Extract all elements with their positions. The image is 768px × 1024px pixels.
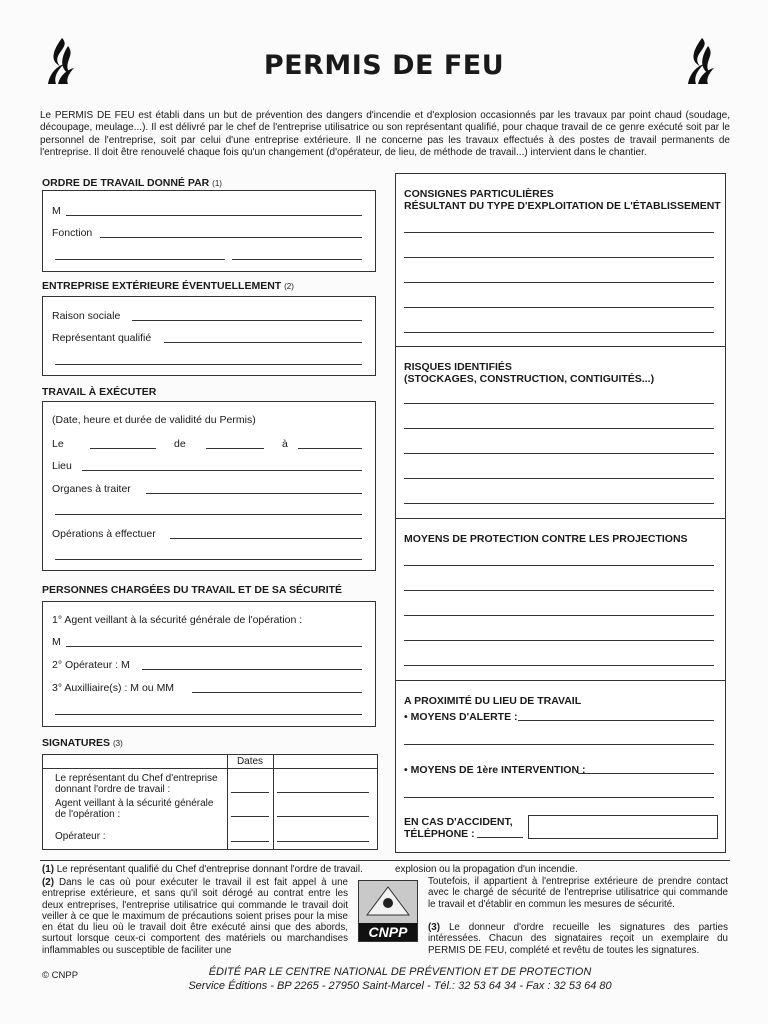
organes-field-2[interactable] <box>55 514 362 515</box>
entreprise-heading: ENTREPRISE EXTÉRIEURE ÉVENTUELLEMENT (2) <box>42 280 294 292</box>
copyright: © CNPP <box>42 970 79 981</box>
separator-1 <box>395 346 726 347</box>
consignes-line-3[interactable] <box>404 282 714 283</box>
cnpp-logo-text: CNPP <box>359 923 417 941</box>
proximite-heading: A PROXIMITÉ DU LIEU DE TRAVAIL <box>404 695 582 707</box>
projections-line-4[interactable] <box>404 640 714 641</box>
sig-signature-2[interactable] <box>277 816 369 817</box>
lieu-label: Lieu <box>52 460 72 472</box>
right-column-box <box>395 173 726 853</box>
heure-debut-field[interactable] <box>206 448 264 449</box>
moyens-projections-heading: MOYENS DE PROTECTION CONTRE LES PROJECTIONS <box>404 533 688 545</box>
projections-line-3[interactable] <box>404 615 714 616</box>
agent-field[interactable] <box>66 646 362 647</box>
risques-line-5[interactable] <box>404 503 714 504</box>
operations-label: Opérations à effectuer <box>52 528 156 540</box>
operateur-field[interactable] <box>142 669 362 670</box>
de-label: de <box>174 438 186 450</box>
agent-label: 1° Agent veillant à la sécurité générale de l'opération : <box>52 614 303 626</box>
ordre-fonction-field[interactable] <box>100 237 362 238</box>
consignes-line-4[interactable] <box>404 307 714 308</box>
agent-m-label: M <box>52 636 61 648</box>
risques-line-1[interactable] <box>404 403 714 404</box>
projections-line-5[interactable] <box>404 665 714 666</box>
ordre-fonction-label: Fonction <box>52 227 93 239</box>
footnote-2-right: Toutefois, il appartient à l'entreprise extérieure de prendre contact avec le chargé de sécurité de l'entreprise utilisatrice qui commande le travail et d'établir en commun les mesures de sécurité. <box>428 876 728 910</box>
validity-label: (Date, heure et durée de validité du Permis) <box>52 414 256 426</box>
sig-signature-3[interactable] <box>277 841 369 842</box>
signatures-heading: SIGNATURES (3) <box>42 737 123 749</box>
telephone-field[interactable] <box>528 815 718 839</box>
raison-sociale-field[interactable] <box>132 320 362 321</box>
footnote-3: (3) Le donneur d'ordre recueille les signatures des parties intéressées. Chacun des signataires reçoit un exemplaire du PERMIS DE FEU, complété et revêtu de toutes les signatures. <box>428 922 728 956</box>
consignes-heading: CONSIGNES PARTICULIÈRES RÉSULTANT DU TYPE D'EXPLOITATION DE L'ÉTABLISSEMENT <box>404 188 721 212</box>
risques-line-2[interactable] <box>404 428 714 429</box>
risques-line-4[interactable] <box>404 478 714 479</box>
risques-heading: RISQUES IDENTIFIÉS (STOCKAGES, CONSTRUCTION, CONTIGUITÉS...) <box>404 361 655 385</box>
ordre-extra-field-2[interactable] <box>232 259 362 260</box>
telephone-underline <box>477 837 523 838</box>
page-title: PERMIS DE FEU <box>263 50 505 81</box>
footnote-2: (2) Dans le cas où pour exécuter le travail il est fait appel à une entreprise extérieure, et sans qu'il soit dérogé au contrat entre les deux entreprises, l'entreprise utilisatrice qui commande le travail doit veiller à ce que le maximum de précautions soient prises pour la mise en état du lieu où le travail doit être exécuté ainsi que des abords, surtout lorsque ceux-ci comportent des matériels ou marchandises inflammables ou susceptible de faciliter une <box>42 877 348 956</box>
heure-fin-field[interactable] <box>298 448 362 449</box>
dates-header: Dates <box>236 756 264 767</box>
alerte-line-2[interactable] <box>404 744 714 745</box>
publisher-line-1: ÉDITÉ PAR LE CENTRE NATIONAL DE PRÉVENTION ET DE PROTECTION <box>208 966 592 978</box>
sig-row-agent: Agent veillant à la sécurité générale de l'opération : <box>55 798 214 820</box>
sig-row-operateur: Opérateur : <box>55 831 106 842</box>
operateur-label: 2° Opérateur : M <box>52 659 130 671</box>
intro-paragraph: Le PERMIS DE FEU est établi dans un but de prévention des dangers d'incendie et d'explosion occasionnés par les travaux par point chaud (soudage, découpage, meulage...). Il est délivré par le chef de l'entreprise utilisatrice ou son représentant qualifié, pour chaque travail de ce genre exécuté soit par le personnel de l'entreprise, soit par celui d'une entreprise extérieure. Il ne concerne pas les travaux effectués à des postes de travail permanents de l'entreprise. Il doit être renouvelé chaque fois qu'un changement (d'opérateur, de lieu, de méthode de travail...) intervient dans le chantier. <box>40 110 730 159</box>
projections-line-2[interactable] <box>404 590 714 591</box>
alerte-label: • MOYENS D'ALERTE : <box>404 711 518 723</box>
sig-date-2[interactable] <box>231 816 269 817</box>
auxiliaires-field-2[interactable] <box>55 714 362 715</box>
signatures-table <box>42 754 378 850</box>
sig-row-representant: Le représentant du Chef d'entreprise donnant l'ordre de travail : <box>55 773 218 795</box>
footer-divider <box>40 860 730 861</box>
operations-field-2[interactable] <box>55 559 362 560</box>
cnpp-logo <box>358 880 418 942</box>
cnpp-emblem-icon <box>359 881 417 923</box>
separator-2 <box>395 518 726 519</box>
intervention-field[interactable] <box>578 773 714 774</box>
footnote-1: (1) Le représentant qualifié du Chef d'entreprise donnant l'ordre de travail. <box>42 864 363 875</box>
publisher-line-2: Service Éditions - BP 2265 - 27950 Saint-Marcel - Tél.: 32 53 64 34 - Fax : 32 53 64 80 <box>188 980 612 992</box>
auxiliaires-label: 3° Auxilliaire(s) : M ou MM <box>52 682 175 694</box>
raison-sociale-label: Raison sociale <box>52 310 121 322</box>
separator-3 <box>395 680 726 681</box>
alerte-field[interactable] <box>518 720 714 721</box>
sig-date-1[interactable] <box>231 792 269 793</box>
sig-date-3[interactable] <box>231 841 269 842</box>
operations-field[interactable] <box>170 538 362 539</box>
risques-line-3[interactable] <box>404 453 714 454</box>
ordre-heading: ORDRE DE TRAVAIL DONNÉ PAR (1) <box>42 177 222 189</box>
consignes-line-5[interactable] <box>404 332 714 333</box>
personnes-heading: PERSONNES CHARGÉES DU TRAVAIL ET DE SA SÉCURITÉ <box>42 584 343 596</box>
footnote-2-cont: explosion ou la propagation d'un incendie. <box>395 864 578 875</box>
organes-label: Organes à traiter <box>52 483 131 495</box>
a-label: à <box>282 438 288 450</box>
representant-field[interactable] <box>164 342 362 343</box>
travail-heading: TRAVAIL À EXÉCUTER <box>42 386 157 398</box>
representant-label: Représentant qualifié <box>52 332 152 344</box>
auxiliaires-field[interactable] <box>192 692 362 693</box>
ordre-m-label: M <box>52 205 61 217</box>
projections-line-1[interactable] <box>404 565 714 566</box>
intervention-label: • MOYENS DE 1ère INTERVENTION : <box>404 764 586 776</box>
organes-field[interactable] <box>146 493 362 494</box>
consignes-line-1[interactable] <box>404 232 714 233</box>
consignes-line-2[interactable] <box>404 257 714 258</box>
date-field[interactable] <box>90 448 156 449</box>
lieu-field[interactable] <box>82 470 362 471</box>
entreprise-extra-field[interactable] <box>55 364 362 365</box>
intervention-line-2[interactable] <box>404 797 714 798</box>
accident-label: EN CAS D'ACCIDENT, TÉLÉPHONE : <box>404 816 513 840</box>
ordre-m-field[interactable] <box>66 215 362 216</box>
le-label: Le <box>52 438 64 450</box>
ordre-extra-field-1[interactable] <box>55 259 225 260</box>
sig-signature-1[interactable] <box>277 792 369 793</box>
